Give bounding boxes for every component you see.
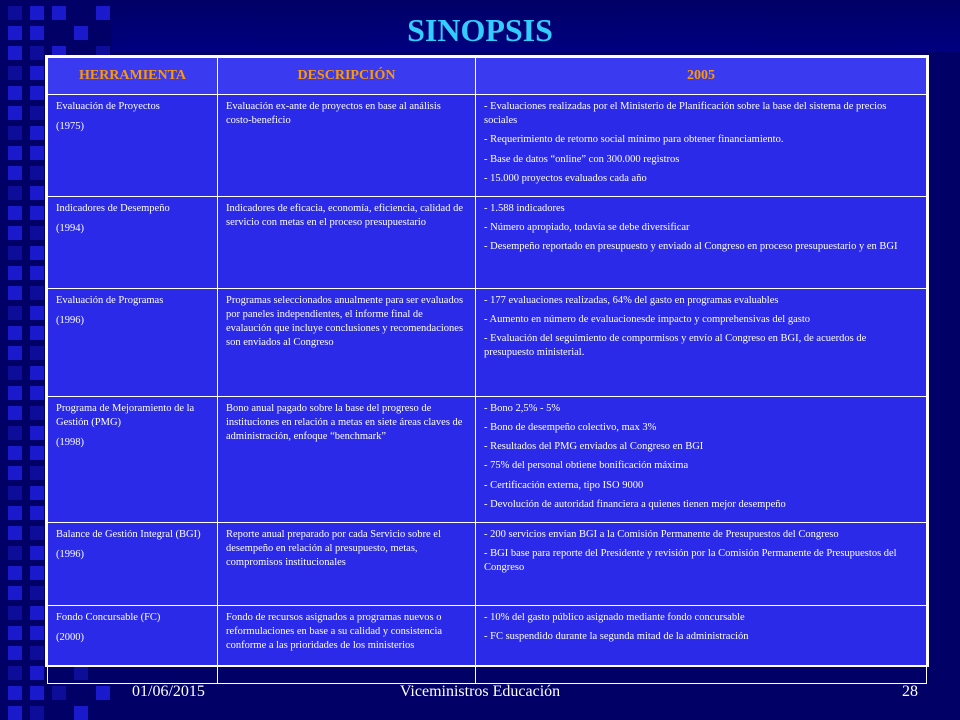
status-item: - FC suspendido durante la segunda mitad de la administración: [484, 631, 749, 643]
slide-title: SINOPSIS: [407, 12, 553, 48]
decorative-square: [8, 546, 22, 560]
decorative-square: [8, 86, 22, 100]
table-body: [48, 95, 927, 684]
decorative-square: [8, 466, 22, 480]
decorative-square: [8, 526, 22, 540]
status-item: - Devolución de autoridad financiera a quienes tienen mejor desempeño: [484, 498, 786, 510]
decorative-square: [8, 286, 22, 300]
decorative-square: [30, 506, 44, 520]
decorative-square: [30, 246, 44, 260]
decorative-square: [30, 526, 44, 540]
decorative-square: [8, 186, 22, 200]
status-item: - 10% del gasto público asignado mediante fondo concursable: [484, 611, 745, 623]
status-2005-cell: [476, 95, 927, 197]
description-cell: Evaluación ex-ante de proyectos en base al análisis costo-beneficio: [218, 95, 476, 197]
header-tool: HERRAMIENTA: [48, 58, 218, 95]
decorative-square: [8, 66, 22, 80]
table-row: [48, 196, 927, 288]
tool-name: Fondo Concursable (FC): [56, 611, 161, 623]
tool-year: (2000): [56, 632, 84, 644]
decorative-square: [30, 646, 44, 660]
synopsis-table: [47, 57, 927, 684]
decorative-square: [30, 346, 44, 360]
decorative-square: [8, 626, 22, 640]
decorative-square: [8, 646, 22, 660]
footer-title: Viceministros Educación: [399, 683, 561, 700]
decorative-square: [8, 706, 22, 720]
decorative-square: [8, 166, 22, 180]
page-number: 28: [902, 683, 918, 700]
status-item: - Evaluaciones realizadas por el Ministerio de Planificación sobre la base del sistema de precios sociales: [484, 101, 887, 127]
tool-cell: [48, 605, 218, 683]
decorative-square: [30, 586, 44, 600]
decorative-square: [30, 446, 44, 460]
decorative-square: [8, 106, 22, 120]
decorative-square: [8, 406, 22, 420]
decorative-square: [8, 586, 22, 600]
tool-cell: [48, 396, 218, 522]
table-header-row: [48, 58, 927, 95]
decorative-square: [8, 666, 22, 680]
decorative-square: [8, 126, 22, 140]
decorative-square: [30, 166, 44, 180]
status-2005-cell: [476, 196, 927, 288]
status-item: - Requerimiento de retorno social mínimo para obtener financiamiento.: [484, 134, 784, 146]
decorative-square: [30, 326, 44, 340]
synopsis-table-container: [45, 55, 929, 667]
decorative-square: [30, 206, 44, 220]
status-2005-cell: [476, 288, 927, 396]
description-cell: Fondo de recursos asignados a programas nuevos o reformulaciones en base a su calidad y consistencia conforme a las prioridades de los ministerios: [218, 605, 476, 683]
status-item: - 15.000 proyectos evaluados cada año: [484, 172, 647, 184]
tool-name: Indicadores de Desempeño: [56, 202, 170, 214]
decorative-square: [30, 626, 44, 640]
decorative-square: [30, 266, 44, 280]
decorative-square: [8, 226, 22, 240]
tool-name: Balance de Gestión Integral (BGI): [56, 528, 201, 540]
decorative-square: [30, 66, 44, 80]
decorative-square: [8, 446, 22, 460]
header-year-2005: 2005: [476, 58, 927, 95]
decorative-square: [30, 126, 44, 140]
decorative-square: [8, 506, 22, 520]
table-row: [48, 605, 927, 683]
table-row: [48, 522, 927, 605]
status-2005-cell: [476, 522, 927, 605]
description-cell: Programas seleccionados anualmente para ser evaluados por paneles independientes, el informe final de evalaución que incluye conclusiones y recomendaciones son enviados al Congreso: [218, 288, 476, 396]
tool-year: (1996): [56, 315, 84, 327]
description-cell: Bono anual pagado sobre la base del progreso de instituciones en relación a metas en siete áreas claves de administración, enfoque “benchmark”: [218, 396, 476, 522]
decorative-square: [30, 706, 44, 720]
tool-year: (1994): [56, 223, 84, 235]
status-item: - Certificación externa, tipo ISO 9000: [484, 479, 644, 491]
decorative-square: [30, 546, 44, 560]
table-row: [48, 95, 927, 197]
decorative-square: [30, 106, 44, 120]
decorative-square: [30, 366, 44, 380]
decorative-square: [8, 146, 22, 160]
header-description: DESCRIPCIÓN: [218, 58, 476, 95]
tool-cell: [48, 288, 218, 396]
decorative-square: [8, 426, 22, 440]
decorative-square: [8, 566, 22, 580]
status-item: - Evaluación del seguimiento de compormisos y envío al Congreso en BGI, de acuerdos de presupuesto ministerial.: [484, 333, 867, 359]
decorative-square: [30, 306, 44, 320]
decorative-square: [8, 246, 22, 260]
decorative-square: [30, 146, 44, 160]
decorative-square: [8, 606, 22, 620]
decorative-square: [30, 466, 44, 480]
tool-cell: [48, 522, 218, 605]
status-item: - Desempeño reportado en presupuesto y enviado al Congreso en proceso presupuestario y en BGI: [484, 241, 898, 253]
decorative-square: [30, 186, 44, 200]
decorative-square: [74, 706, 88, 720]
decorative-square: [8, 206, 22, 220]
status-item: - 200 servicios envían BGI a la Comisión Permanente de Presupuestos del Congreso: [484, 528, 839, 540]
tool-name: Programa de Mejoramiento de la Gestión (PMG): [56, 402, 195, 429]
decorative-square: [30, 486, 44, 500]
status-item: - 75% del personal obtiene bonificación máxima: [484, 460, 689, 472]
decorative-square: [8, 266, 22, 280]
tool-name: Evaluación de Proyectos: [56, 101, 160, 112]
decorative-square: [30, 86, 44, 100]
decorative-square: [8, 486, 22, 500]
decorative-square: [8, 366, 22, 380]
tool-year: (1998): [56, 437, 84, 449]
tool-year: (1975): [56, 121, 84, 133]
decorative-square: [8, 346, 22, 360]
tool-cell: [48, 95, 218, 197]
tool-cell: [48, 196, 218, 288]
description-cell: Reporte anual preparado por cada Servicio sobre el desempeño en relación al presupuesto, metas, compromisos institucionales: [218, 522, 476, 605]
status-item: - Número apropiado, todavía se debe diversificar: [484, 222, 690, 234]
status-item: - Bono de desempeño colectivo, max 3%: [484, 422, 657, 434]
decorative-square: [8, 306, 22, 320]
decorative-square: [30, 226, 44, 240]
status-2005-cell: [476, 605, 927, 683]
status-item: - Resultados del PMG enviados al Congreso en BGI: [484, 441, 704, 453]
decorative-square: [30, 606, 44, 620]
decorative-square: [30, 666, 44, 680]
status-item: - Aumento en número de evaluacionesde impacto y comprehensivas del gasto: [484, 314, 810, 326]
decorative-square: [30, 406, 44, 420]
status-item: - 1.588 indicadores: [484, 202, 565, 214]
decorative-square: [30, 286, 44, 300]
decorative-square: [8, 386, 22, 400]
decorative-square: [30, 426, 44, 440]
status-2005-cell: [476, 396, 927, 522]
table-row: [48, 396, 927, 522]
table-row: [48, 288, 927, 396]
tool-name: Evaluación de Programas: [56, 294, 164, 306]
decorative-square: [8, 326, 22, 340]
decorative-square: [30, 566, 44, 580]
status-item: - 177 evaluaciones realizadas, 64% del gasto en programas evaluables: [484, 294, 779, 306]
description-cell: Indicadores de eficacia, economía, eficiencia, calidad de servicio con metas en el proceso presupuestario: [218, 196, 476, 288]
tool-year: (1996): [56, 549, 84, 561]
status-item: - Bono 2,5% - 5%: [484, 402, 561, 414]
decorative-square: [30, 386, 44, 400]
status-item: - BGI base para reporte del Presidente y revisión por la Comisión Permanente de Presupuestos del Congreso: [484, 548, 897, 574]
footer-date: 01/06/2015: [132, 683, 205, 700]
status-item: - Base de datos “online” con 300.000 registros: [484, 153, 680, 165]
